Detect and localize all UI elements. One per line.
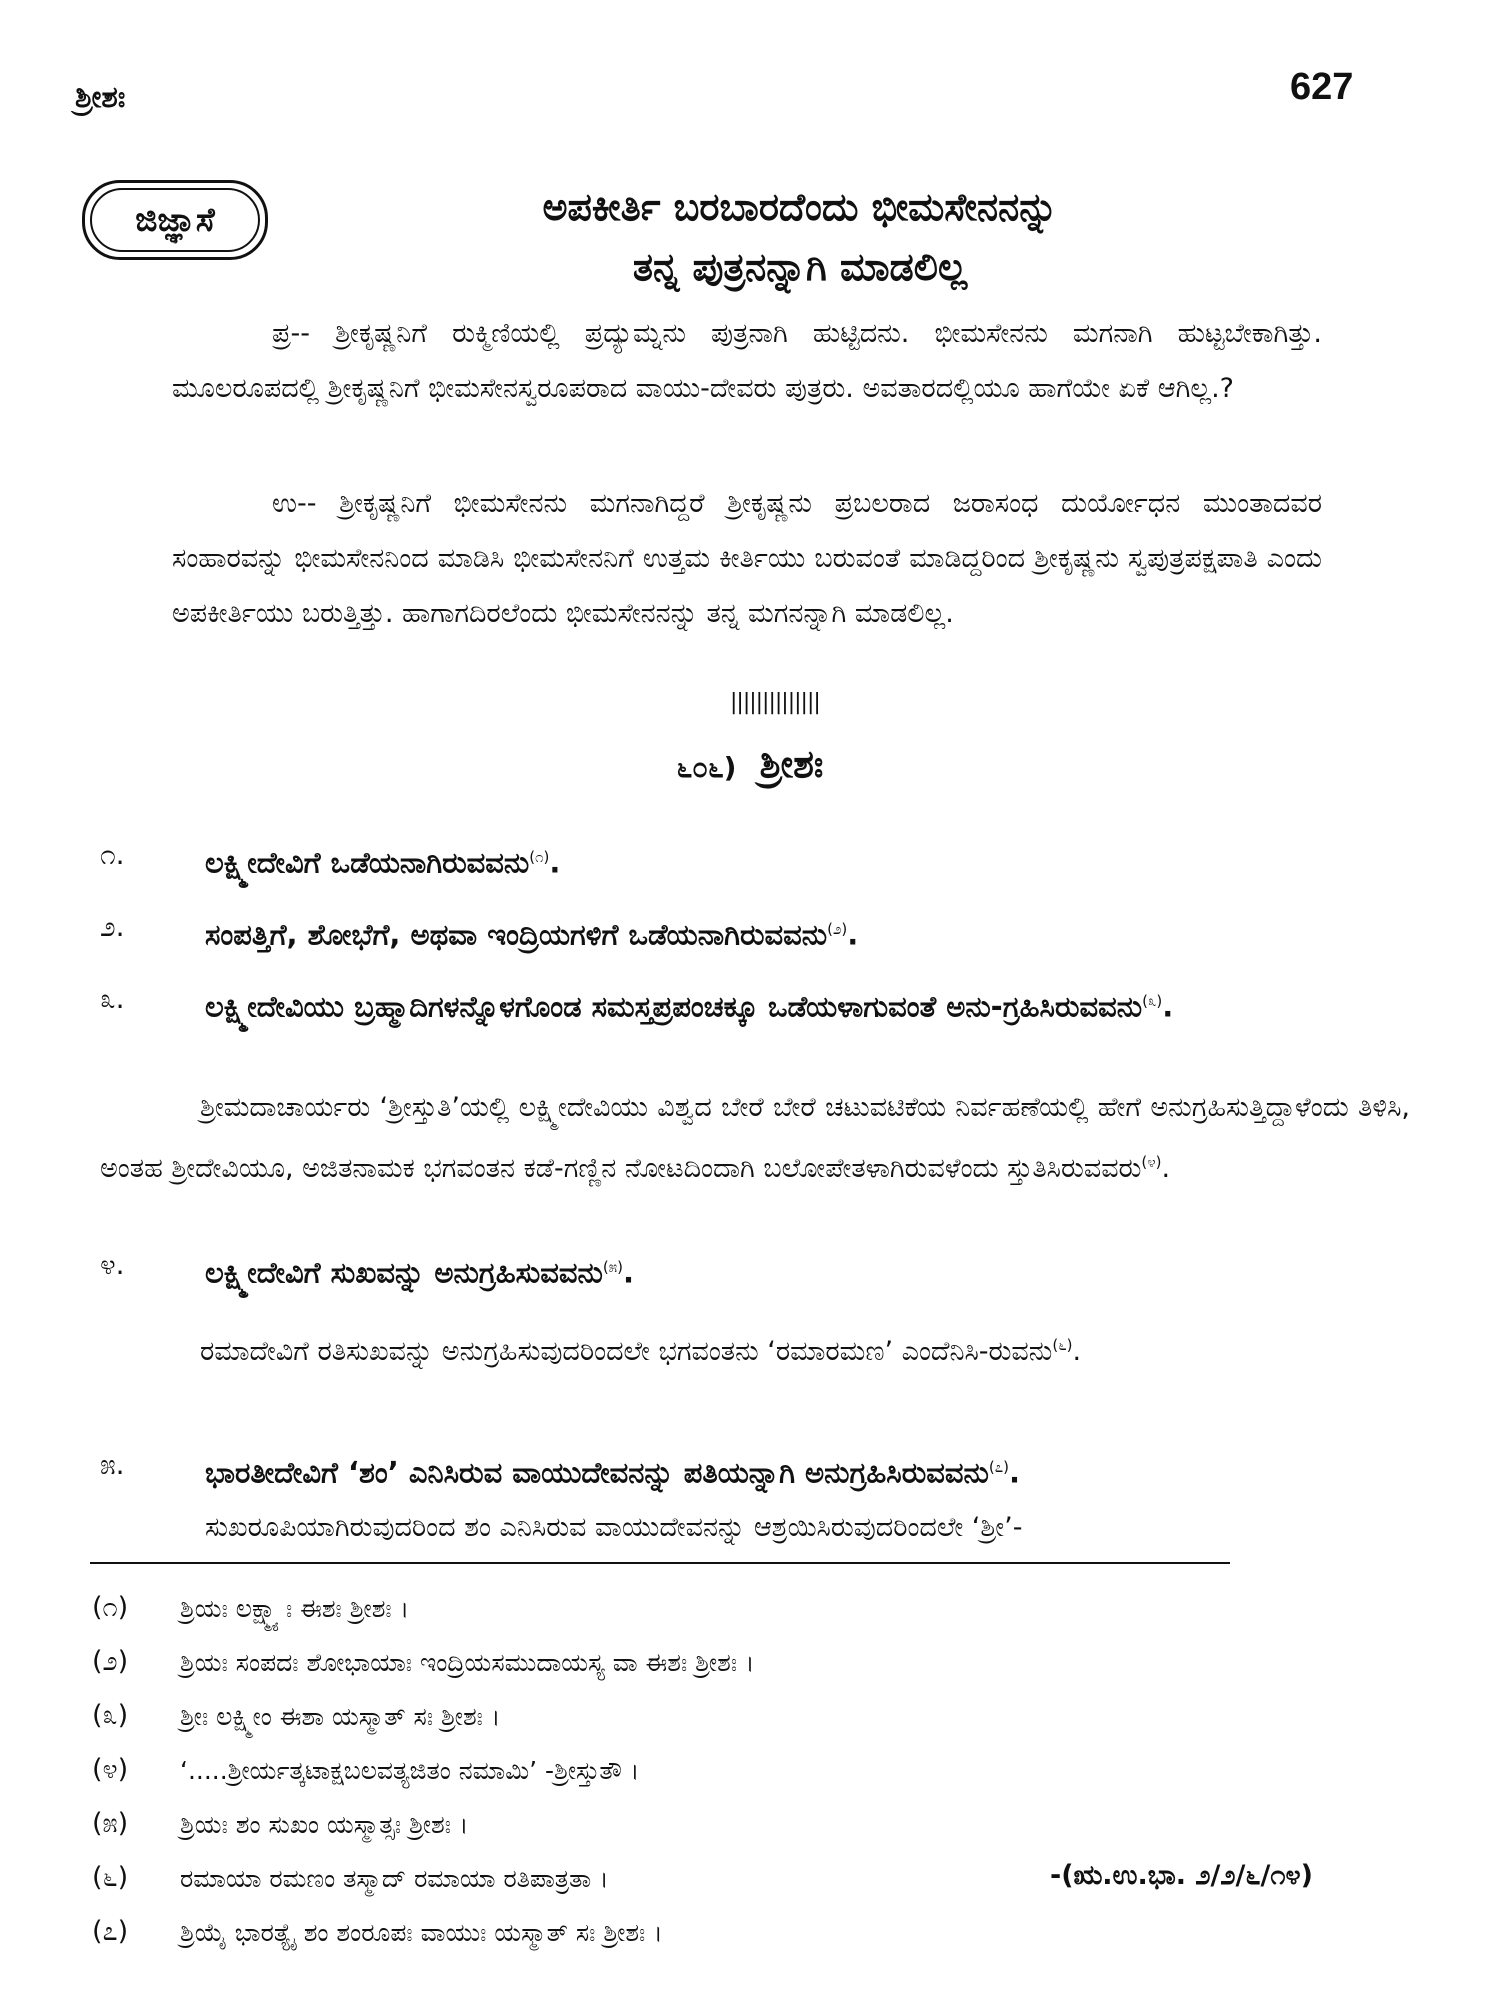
item-3-note: ಶ್ರೀಮದಾಚಾರ್ಯರು ‘ಶ್ರೀಸ್ತುತಿ’ಯಲ್ಲಿ ಲಕ್ಷ್ಮೀದೇವಿಯು ವಿಶ್ವದ ಬೇರೆ ಬೇರೆ ಚಟುವಟಿಕೆಯ ನಿರ್ವಹಣೆಯಲ್ಲಿ ಹೇಗೆ ಅನುಗ್ರಹಿಸುತ್ತಿದ್ದಾಳೆಂದು ತಿಳಿಸಿ, ಅಂತಹ ಶ್ರೀದೇವಿಯೂ, ಅಜಿತನಾಮಕ ಭಗವಂತನ ಕಡೆ-ಗಣ್ಣಿನ ನೋಟದಿಂದಾಗಿ ಬಲೋಪೇತಳಾಗಿರುವಳೆಂದು ಸ್ತುತಿಸಿರುವವರು$^{(೪)}$. — [100, 1092, 1410, 1184]
section-separator: |||||||||||||| — [730, 690, 820, 715]
footnote-number: (೫) — [92, 1808, 129, 1839]
item-number: ೧. — [100, 838, 125, 871]
article-title-line-1: ಅಪಕೀರ್ತಿ ಬರಬಾರದೆಂದು ಭೀಮಸೇನನನ್ನು — [542, 185, 1058, 229]
item-4-note-text: ರಮಾದೇವಿಗೆ ರತಿಸುಖವನ್ನು ಅನುಗ್ರಹಿಸುವುದರಿಂದಲೇ ಭಗವಂತನು ‘ರಮಾರಮಣ’ ಎಂದೆನಿಸಿ-ರುವನು — [200, 1336, 1053, 1367]
footnote-ref: (೩) — [1142, 992, 1163, 1010]
footnote-text: ಶ್ರೀಃ ಲಕ್ಷ್ಮೀಂ ಈಶಾ ಯಸ್ಮಾತ್ ಸಃ ಶ್ರೀಶಃ । — [180, 1702, 501, 1731]
item-number: ೨. — [100, 910, 125, 943]
footnote-source: -(ಋ.ಉ.ಭಾ. ೨/೨/೬/೧೪) — [1050, 1860, 1313, 1891]
footnote-ref: (೬) — [1052, 1336, 1073, 1354]
list-item: ಸಂಪತ್ತಿಗೆ, ಶೋಭೆಗೆ, ಅಥವಾ ಇಂದ್ರಿಯಗಳಿಗೆ ಒಡೆಯನಾಗಿರುವವನು$^{(೨)}$. — [205, 917, 859, 952]
footnote-number: (೩) — [92, 1700, 129, 1731]
footnote-text: ‘.....ಶ್ರೀರ್ಯತ್ಕಟಾಕ್ಷಬಲವತ್ಯಜಿತಂ ನಮಾಮಿ’ -ಶ್ರೀಸ್ತುತೌ । — [180, 1756, 640, 1785]
item-number: ೪. — [100, 1248, 125, 1281]
section-title: ಶ್ರೀಶಃ — [759, 742, 824, 786]
jijnase-badge-label: ಜಿಜ್ಞಾಸೆ — [90, 188, 260, 252]
item-5-note: ಸುಖರೂಪಿಯಾಗಿರುವುದರಿಂದ ಶಂ ಎನಿಸಿರುವ ವಾಯುದೇವನನ್ನು ಆಶ್ರಯಿಸಿರುವುದರಿಂದಲೇ ‘ಶ್ರೀ’- — [205, 1512, 1023, 1543]
list-item: ಭಾರತೀದೇವಿಗೆ ‘ಶಂ’ ಎನಿಸಿರುವ ವಾಯುದೇವನನ್ನು ಪತಿಯನ್ನಾಗಿ ಅನುಗ್ರಹಿಸಿರುವವನು$^{(೭)}$. — [205, 1455, 1020, 1490]
item-number: ೩. — [100, 982, 125, 1015]
footnote-ref: (೨) — [827, 920, 848, 938]
item-4-note: ರಮಾದೇವಿಗೆ ರತಿಸುಖವನ್ನು ಅನುಗ್ರಹಿಸುವುದರಿಂದಲೇ ಭಗವಂತನು ‘ರಮಾರಮಣ’ ಎಂದೆನಿಸಿ-ರುವನು$^{(೬)}$. — [200, 1336, 1082, 1367]
footnote-text: ಶ್ರಿಯಃ ಶಂ ಸುಖಂ ಯಸ್ಮಾತ್ಸಃ ಶ್ರೀಶಃ । — [180, 1810, 469, 1839]
article-title-line-2: ತನ್ನ ಪುತ್ರನನ್ನಾಗಿ ಮಾಡಲಿಲ್ಲ — [632, 245, 968, 289]
running-title: ಶ್ರೀಶಃ — [75, 80, 126, 115]
list-item: ಲಕ್ಷ್ಮೀದೇವಿಯು ಬ್ರಹ್ಮಾದಿಗಳನ್ನೊಳಗೊಂಡ ಸಮಸ್ತಪ್ರಪಂಚಕ್ಕೂ ಒಡೆಯಳಾಗುವಂತೆ ಅನು-ಗ್ರಹಿಸಿರುವವನು$^{(೩)}$. — [205, 989, 1174, 1024]
item-text: ಭಾರತೀದೇವಿಗೆ ‘ಶಂ’ ಎನಿಸಿರುವ ವಾಯುದೇವನನ್ನು ಪತಿಯನ್ನಾಗಿ ಅನುಗ್ರಹಿಸಿರುವವನು — [205, 1455, 989, 1490]
jijnase-badge — [82, 180, 268, 260]
item-text: ಸಂಪತ್ತಿಗೆ, ಶೋಭೆಗೆ, ಅಥವಾ ಇಂದ್ರಿಯಗಳಿಗೆ ಒಡೆಯನಾಗಿರುವವನು — [205, 917, 828, 952]
item-3-note-text: ಶ್ರೀಮದಾಚಾರ್ಯರು ‘ಶ್ರೀಸ್ತುತಿ’ಯಲ್ಲಿ ಲಕ್ಷ್ಮೀದೇವಿಯು ವಿಶ್ವದ ಬೇರೆ ಬೇರೆ ಚಟುವಟಿಕೆಯ ನಿರ್ವಹಣೆಯಲ್ಲಿ ಹೇಗೆ ಅನುಗ್ರಹಿಸುತ್ತಿದ್ದಾಳೆಂದು ತಿಳಿಸಿ, ಅಂತಹ ಶ್ರೀದೇವಿಯೂ, ಅಜಿತನಾಮಕ ಭಗವಂತನ ಕಡೆ-ಗಣ್ಣಿನ ನೋಟದಿಂದಾಗಿ ಬಲೋಪೇತಳಾಗಿರುವಳೆಂದು ಸ್ತುತಿಸಿರುವವರು — [100, 1092, 1410, 1184]
page-number: 627 — [1290, 66, 1354, 108]
footnote-text: ಶ್ರಿಯೈ ಭಾರತ್ಯೈ ಶಂ ಶಂರೂಪಃ ವಾಯುಃ ಯಸ್ಮಾತ್ ಸಃ ಶ್ರೀಶಃ । — [180, 1918, 663, 1947]
footnote-ref: (೭) — [988, 1458, 1009, 1476]
footnote-text: ಶ್ರಿಯಃ ಲಕ್ಷ್ಮ್ಯಾಃ ಈಶಃ ಶ್ರೀಶಃ । — [180, 1594, 410, 1623]
section-number: ೬೦೬) — [676, 751, 737, 784]
footnote-number: (೭) — [92, 1916, 129, 1947]
item-text: ಲಕ್ಷ್ಮೀದೇವಿಗೆ ಒಡೆಯನಾಗಿರುವವನು — [205, 845, 530, 880]
answer-paragraph: ಉ-- ಶ್ರೀಕೃಷ್ಣನಿಗೆ ಭೀಮಸೇನನು ಮಗನಾಗಿದ್ದರೆ ಶ್ರೀಕೃಷ್ಣನು ಪ್ರಬಲರಾದ ಜರಾಸಂಧ ದುರ್ಯೋಧನ ಮುಂತಾದವರ ಸಂಹಾರವನ್ನು ಭೀಮಸೇನನಿಂದ ಮಾಡಿಸಿ ಭೀಮಸೇನನಿಗೆ ಉತ್ತಮ ಕೀರ್ತಿಯು ಬರುವಂತೆ ಮಾಡಿದ್ದರಿಂದ ಶ್ರೀಕೃಷ್ಣನು ಸ್ವಪುತ್ರಪಕ್ಷಪಾತಿ ಎಂದು ಅಪಕೀರ್ತಿಯು ಬರುತ್ತಿತ್ತು. ಹಾಗಾಗದಿರಲೆಂದು ಭೀಮಸೇನನನ್ನು ತನ್ನ ಮಗನನ್ನಾಗಿ ಮಾಡಲಿಲ್ಲ. — [172, 488, 1322, 629]
footnote-rule — [90, 1562, 1230, 1564]
item-number: ೫. — [100, 1448, 125, 1481]
list-item: ಲಕ್ಷ್ಮೀದೇವಿಗೆ ಸುಖವನ್ನು ಅನುಗ್ರಹಿಸುವವನು$^{(೫)}$. — [205, 1255, 634, 1290]
item-text: ಲಕ್ಷ್ಮೀದೇವಿಯು ಬ್ರಹ್ಮಾದಿಗಳನ್ನೊಳಗೊಂಡ ಸಮಸ್ತಪ್ರಪಂಚಕ್ಕೂ ಒಡೆಯಳಾಗುವಂತೆ ಅನು-ಗ್ರಹಿಸಿರುವವನು — [205, 989, 1143, 1024]
footnote-text: ರಮಾಯಾ ರಮಣಂ ತಸ್ಮಾದ್ ರಮಾಯಾ ರತಿಪಾತ್ರತಾ । — [180, 1864, 609, 1893]
question-paragraph: ಪ್ರ-- ಶ್ರೀಕೃಷ್ಣನಿಗೆ ರುಕ್ಮಿಣಿಯಲ್ಲಿ ಪ್ರದ್ಯುಮ್ನನು ಪುತ್ರನಾಗಿ ಹುಟ್ಟಿದನು. ಭೀಮಸೇನನು ಮಗನಾಗಿ ಹುಟ್ಟಬೇಕಾಗಿತ್ತು. ಮೂಲರೂಪದಲ್ಲಿ ಶ್ರೀಕೃಷ್ಣನಿಗೆ ಭೀಮಸೇನಸ್ವರೂಪರಾದ ವಾಯು-ದೇವರು ಪುತ್ರರು. ಅವತಾರದಲ್ಲಿಯೂ ಹಾಗೆಯೇ ಏಕೆ ಆಗಿಲ್ಲ.? — [172, 318, 1322, 404]
footnote-ref: (೫) — [602, 1258, 623, 1276]
list-item: ಲಕ್ಷ್ಮೀದೇವಿಗೆ ಒಡೆಯನಾಗಿರುವವನು$^{(೧)}$. — [205, 845, 561, 880]
footnote-ref: (೧) — [529, 848, 550, 866]
footnote-number: (೧) — [92, 1592, 129, 1623]
footnote-number: (೬) — [92, 1862, 129, 1893]
footnote-text: ಶ್ರಿಯಃ ಸಂಪದಃ ಶೋಭಾಯಾಃ ಇಂದ್ರಿಯಸಮುದಾಯಸ್ಯ ವಾ ಈಶಃ ಶ್ರೀಶಃ । — [180, 1648, 755, 1677]
footnote-number: (೨) — [92, 1646, 129, 1677]
section-heading — [400, 742, 1100, 787]
footnote-number: (೪) — [92, 1754, 129, 1785]
item-text: ಲಕ್ಷ್ಮೀದೇವಿಗೆ ಸುಖವನ್ನು ಅನುಗ್ರಹಿಸುವವನು — [205, 1255, 603, 1290]
footnote-ref: (೪) — [1141, 1153, 1162, 1171]
